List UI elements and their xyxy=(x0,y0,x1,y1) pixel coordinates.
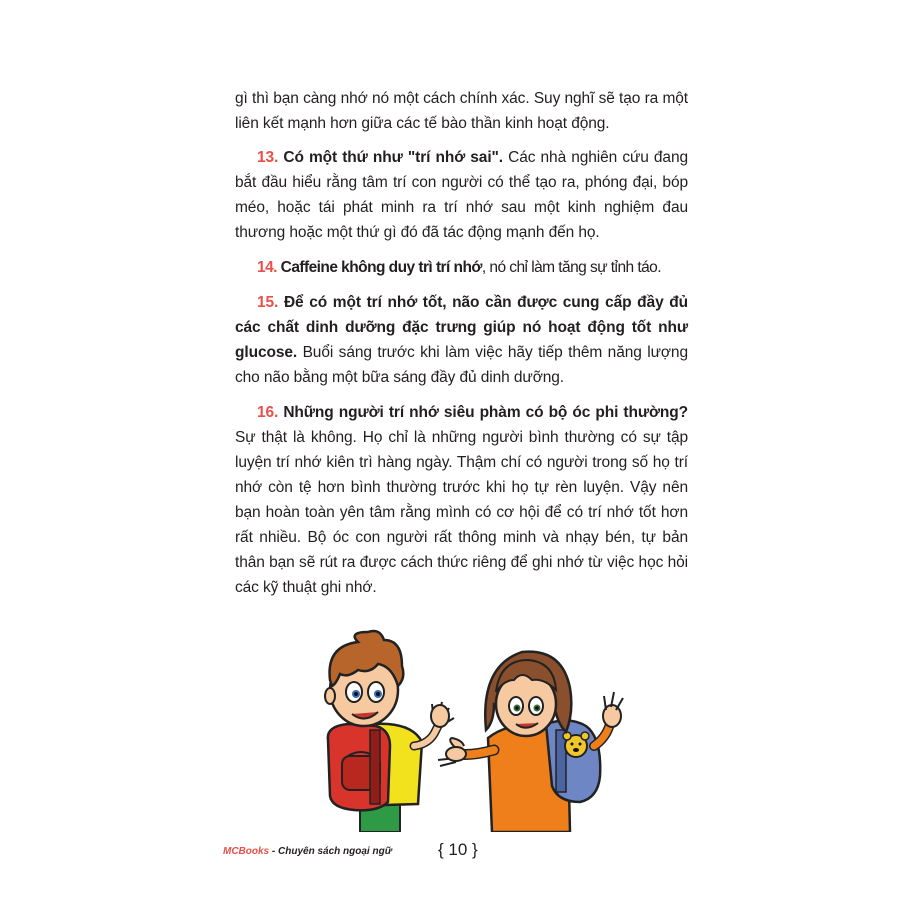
item-heading: Có một thứ như "trí nhớ sai". xyxy=(283,149,503,166)
item-body: Sự thật là không. Họ chỉ là những người bình thường có sự tập luyện trí nhớ kiên trì hàng ngày. Thậm chí có người trong số họ trí nhớ còn tệ hơn bình thường trước khi họ tự rèn luyện. Vậy nên bạn hoàn toàn yên tâm rằng mình có cơ hội để có trí nhớ tốt hơn rất nhiều. Bộ óc con người rất thông minh và nhạy bén, tự bản thân bạn sẽ rút ra được cách thức riêng để ghi nhớ từ việc học hỏi các kỹ thuật ghi nhớ. xyxy=(235,429,688,596)
item-body: Buổi sáng trước khi làm việc hãy tiếp thêm năng lượng cho não bằng một bữa sáng đầy đủ dinh dưỡng. xyxy=(235,344,688,386)
item-heading: Caffeine không duy trì trí nhớ xyxy=(280,259,482,276)
item-heading: Những người trí nhớ siêu phàm có bộ óc phi thường? xyxy=(283,404,688,421)
page-footer xyxy=(223,840,693,864)
brand-name: MCBooks xyxy=(223,846,270,857)
item-body: Các nhà nghiên cứu đang bắt đầu hiểu rằng tâm trí con người có thể tạo ra, phóng đại, bóp méo, hoặc tái phát minh ra trí nhớ sau một kinh nghiệm đau thương hoặc một thứ gì đó đã tác động mạnh đến họ. xyxy=(235,149,688,241)
paragraph-16 xyxy=(235,400,688,600)
item-number: 13. xyxy=(257,149,279,166)
paragraph-13 xyxy=(235,145,688,245)
paragraph-continued xyxy=(235,86,688,136)
item-number: 14. xyxy=(257,259,277,276)
brand-tagline: - Chuyên sách ngoại ngữ xyxy=(269,846,392,857)
page-number: { 10 } xyxy=(438,840,478,859)
paragraph-15 xyxy=(235,290,688,390)
paragraph-text: gì thì bạn càng nhớ nó một cách chính xác. Suy nghĩ sẽ tạo ra một liên kết mạnh hơn giữa các tế bào thần kinh hoạt động. xyxy=(235,90,688,132)
kids-illustration xyxy=(318,626,630,832)
item-number: 16. xyxy=(257,404,279,421)
girl-figure xyxy=(438,652,623,832)
item-number: 15. xyxy=(257,294,279,311)
paragraph-14 xyxy=(235,255,688,280)
text-column xyxy=(235,86,688,610)
item-body: , nó chỉ làm tăng sự tỉnh táo. xyxy=(481,259,661,276)
footer-brand xyxy=(223,846,392,857)
boy-figure xyxy=(325,631,454,832)
item-heading: Để có một trí nhớ tốt, não cần được cung cấp đầy đủ các chất dinh dưỡng đặc trưng giúp nó hoạt động tốt như glucose. xyxy=(235,294,688,361)
